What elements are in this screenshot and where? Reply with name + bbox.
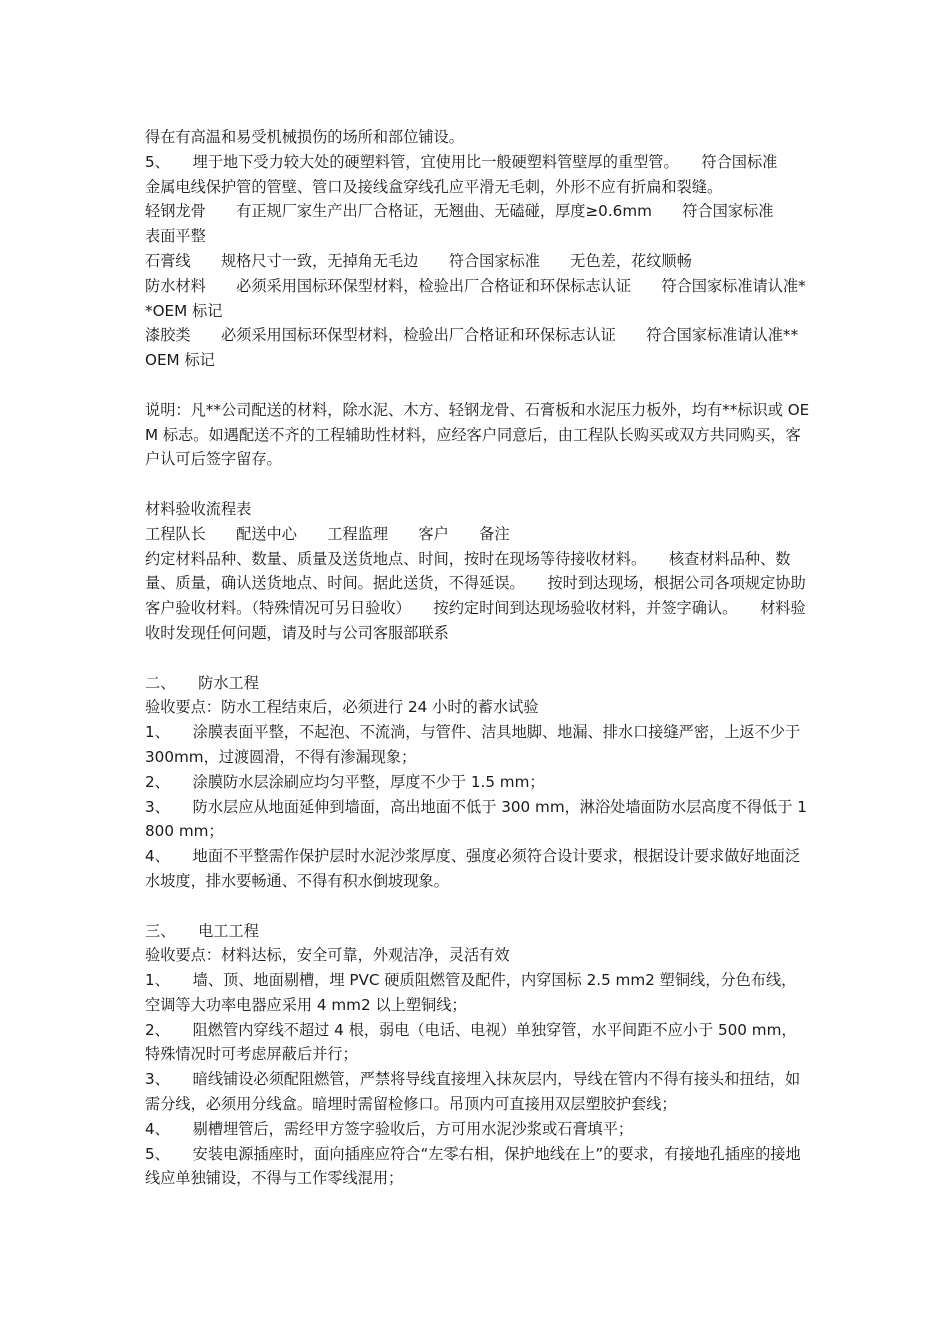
text-line: 石膏线 规格尺寸一致，无掉角无毛边 符合国家标准 无色差，花纹顺畅 <box>145 251 692 270</box>
list-item: 3、 暗线铺设必须配阻燃管，严禁将导线直接埋入抹灰层内，导线在管内不得有接头和扭结，如需分线，必须用分线盒。暗埋时需留检修口。吊顶内可直接用双层塑胶护套线； <box>145 1070 801 1114</box>
text-line: 漆胶类 必须采用国标环保型材料，检验出厂合格证和环保标志认证 符合国家标准请认准**OEM 标记 <box>145 326 799 370</box>
list-item: 5、 安装电源插座时，面向插座应符合“左零右相，保护地线在上”的要求，有接地孔插座的接地线应单独铺设，不得与工作零线混用； <box>145 1144 801 1188</box>
section-title: 材料验收流程表 <box>145 499 252 518</box>
blank-line <box>145 894 810 919</box>
list-item: 3、 防水层应从地面延伸到墙面，高出地面不低于 300 mm，淋浴处墙面防水层高度不得低于 1800 mm； <box>145 797 807 841</box>
document-body <box>145 125 810 1191</box>
section-heading: 二、 防水工程 <box>145 673 259 692</box>
list-item: 2、 涂膜防水层涂刷应均匀平整，厚度不少于 1.5 mm； <box>145 772 545 791</box>
list-item: 4、 剔槽埋管后，需经甲方签字验收后，方可用水泥沙浆或石膏填平； <box>145 1119 634 1138</box>
section-heading: 三、 电工工程 <box>145 921 259 940</box>
text-line: 约定材料品种、数量、质量及送货地点、时间，按时在现场等待接收材料。 核查材料品种、数量、质量，确认送货地点、时间。据此送货，不得延误。 按时到达现场，根据公司各项规定协助客户验收材料。（特殊情况可另日验收） 按约定时间到达现场验收材料，并签字确认。 材料验收时发现任何问题，请及时与公司客服部联系 <box>145 549 806 642</box>
table-header-line: 工程队长 配送中心 工程监理 客户 备注 <box>145 524 510 543</box>
text-line: 轻钢龙骨 有正规厂家生产出厂合格证，无翘曲、无磕碰，厚度≥0.6mm 符合国家标准 表面平整 <box>145 202 804 246</box>
text-line: 防水材料 必须采用国标环保型材料，检验出厂合格证和环保标志认证 符合国家标准请认准**OEM 标记 <box>145 276 806 320</box>
list-item: 1、 墙、顶、地面剔槽，埋 PVC 硬质阻燃管及配件，内穿国标 2.5 mm2 塑铜线，分色布线，空调等大功率电器应采用 4 mm2 以上塑铜线； <box>145 971 797 1014</box>
blank-line <box>145 373 810 398</box>
note-paragraph: 说明：凡**公司配送的材料，除水泥、木方、轻钢龙骨、石膏板和水泥压力板外，均有**标识或 OEM 标志。如遇配送不齐的工程辅助性材料，应经客户同意后，由工程队长购买或双方共同购买，客户认可后签字留存。 <box>145 400 810 469</box>
blank-line <box>145 646 810 671</box>
text-line: 得在有高温和易受机械损伤的场所和部位铺设。 <box>145 128 464 146</box>
list-item: 1、 涂膜表面平整，不起泡、不流淌，与管件、洁具地脚、地漏、排水口接缝严密，上返不少于 300mm，过渡圆滑，不得有渗漏现象； <box>145 723 805 766</box>
blank-line <box>145 472 810 497</box>
text-line: 5、 埋于地下受力较大处的硬塑料管，宜使用比一般硬塑料管壁厚的重型管。 符合国标准 金属电线保护管的管壁、管口及接线盒穿线孔应平滑无毛刺，外形不应有折扁和裂缝。 <box>145 152 808 196</box>
text-line: 验收要点：材料达标，安全可靠，外观洁净，灵活有效 <box>145 946 510 965</box>
text-line: 验收要点：防水工程结束后，必须进行 24 小时的蓄水试验 <box>145 698 539 717</box>
list-item: 2、 阻燃管内穿线不超过 4 根，弱电（电话、电视）单独穿管，水平间距不应小于 500 mm，特殊情况时可考虑屏蔽后并行； <box>145 1020 797 1064</box>
list-item: 4、 地面不平整需作保护层时水泥沙浆厚度、强度必须符合设计要求，根据设计要求做好地面泛水坡度，排水要畅通、不得有积水倒坡现象。 <box>145 847 801 890</box>
